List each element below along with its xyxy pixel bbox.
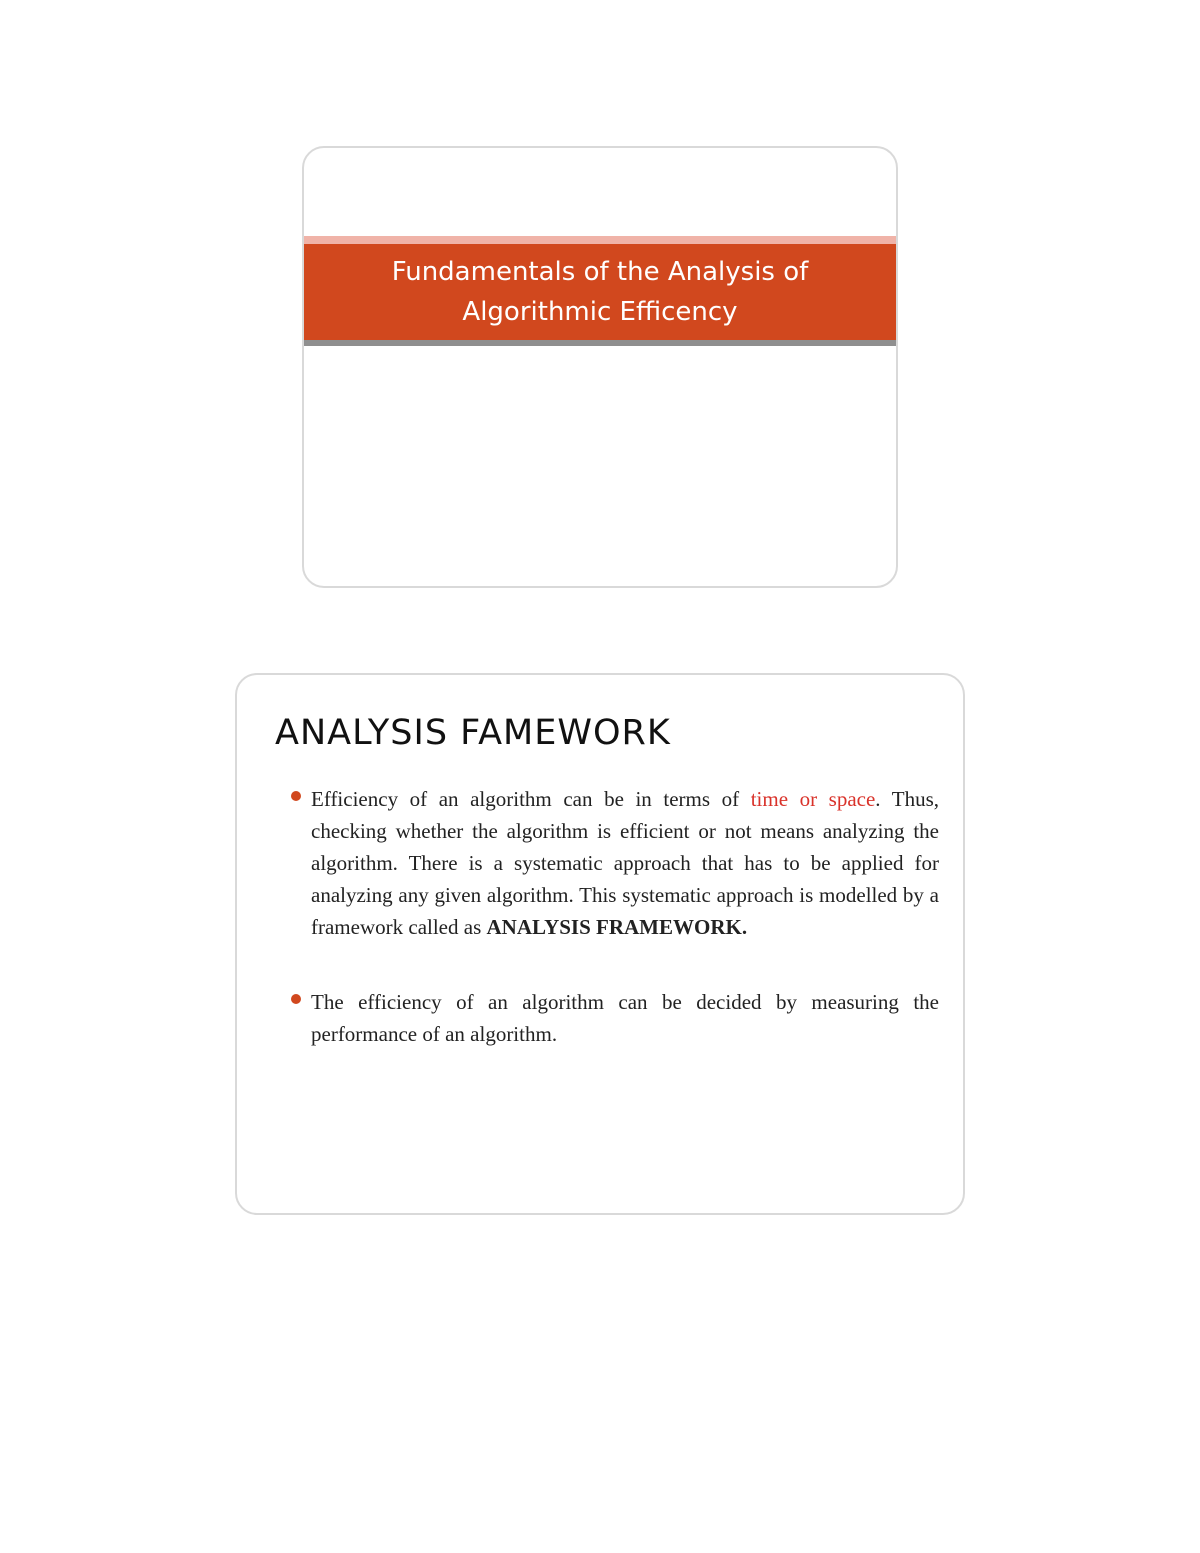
title-band-shadow bbox=[304, 340, 896, 346]
slide-title bbox=[340, 252, 860, 332]
bullet-list bbox=[287, 783, 939, 1050]
title-band-accent bbox=[304, 236, 896, 244]
title-slide bbox=[302, 146, 898, 588]
bullet-1-highlight: time or space bbox=[750, 787, 876, 811]
bullet-1-text-middle: . Thus, checking whether the algorithm is efficient or not means analyzing the algorithm. There is a systematic approach that has to be applied for analyzing any given algorithm. This systematic approach is modelled by a framework called as bbox=[311, 787, 939, 939]
slide-heading: ANALYSIS FAMEWORK bbox=[275, 713, 671, 753]
content-slide bbox=[235, 673, 965, 1215]
bullet-1-text-start: Efficiency of an algorithm can be in terms of bbox=[311, 787, 751, 811]
title-band bbox=[304, 244, 896, 340]
slide-title-line-1: Fundamentals of the Analysis of bbox=[391, 257, 809, 287]
slide-title-line-2: Algorithmic Efficency bbox=[462, 297, 738, 327]
bullet-item-2 bbox=[287, 986, 939, 1050]
bullet-1-bold-term: ANALYSIS FRAMEWORK. bbox=[486, 915, 748, 939]
bullet-2-text: The efficiency of an algorithm can be decided by measuring the performance of an algorithm. bbox=[311, 990, 939, 1046]
bullet-dot-icon bbox=[291, 994, 301, 1004]
bullet-item-1 bbox=[287, 783, 939, 943]
bullet-dot-icon bbox=[291, 791, 301, 801]
